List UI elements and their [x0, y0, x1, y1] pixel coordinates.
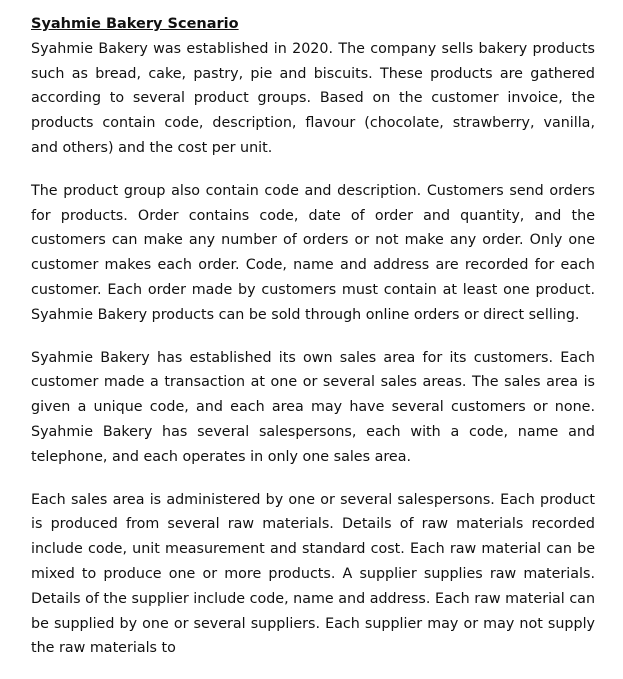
- paragraph-sales-areas: Syahmie Bakery has established its own sales area for its customers. Each customer made a transaction at one or several sales areas. The sales area is given a unique code, and each area may have several customers or none. Syahmie Bakery has several salespersons, each with a code, name and telephone, and each operates in only one sales area.: [31, 349, 595, 465]
- paragraph-company-overview: Syahmie Bakery was established in 2020. The company sells bakery products such as bread, cake, pastry, pie and biscuits. These products are gathered according to several product groups. Based on the customer invoice, the products contain code, description, flavour (chocolate, strawberry, vanilla, and others) and the cost per unit.: [31, 40, 595, 156]
- document-page: [31, 12, 595, 679]
- paragraph-product-orders: The product group also contain code and description. Customers send orders for products. Order contains code, date of order and quantity, and the customers can make any number of orders or not make any order. Only one customer makes each order. Code, name and address are recorded for each customer. Each order made by customers must contain at least one product. Syahmie Bakery products can be sold through online orders or direct selling.: [31, 182, 595, 323]
- paragraph-raw-materials: Each sales area is administered by one or several salespersons. Each product is produced from several raw materials. Details of raw materials recorded include code, unit measurement and standard cost. Each raw material can be mixed to produce one or more products. A supplier supplies raw materials. Details of the supplier include code, name and address. Each raw material can be supplied by one or several suppliers. Each supplier may or may not supply the raw materials to: [31, 491, 596, 657]
- document-title: Syahmie Bakery Scenario: [31, 16, 239, 32]
